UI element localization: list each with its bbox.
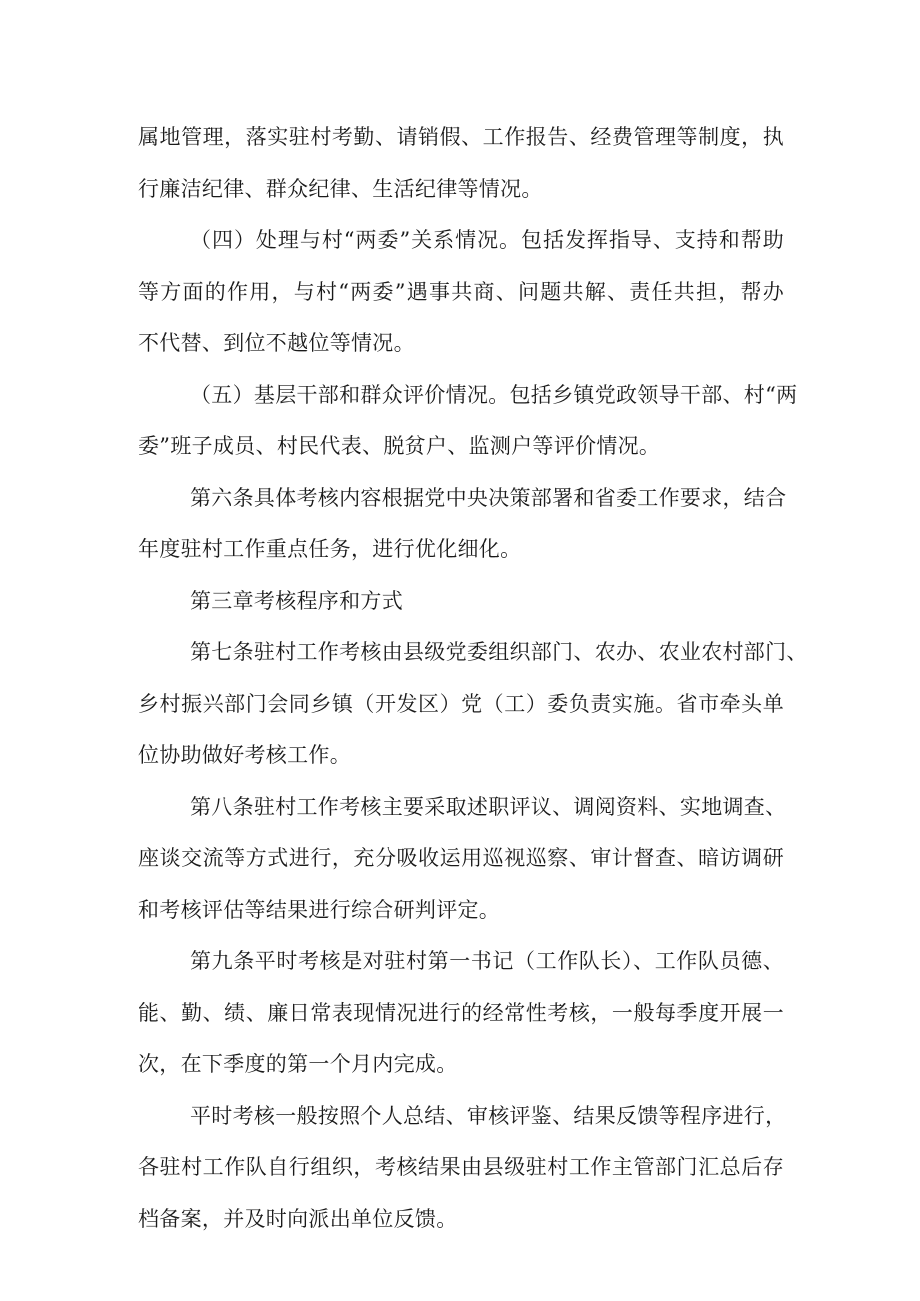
text-line: 乡村振兴部门会同乡镇（开发区）党（工）委负责实施。省市牵头单	[138, 691, 784, 716]
text-line: 年度驻村工作重点任务，进行优化细化。	[138, 537, 522, 561]
paragraph	[138, 112, 784, 215]
text-line: 属地管理，落实驻村考勤、请销假、工作报告、经费管理等制度，执	[138, 125, 784, 149]
text-line: 第三章考核程序和方式	[190, 588, 403, 613]
paragraph	[138, 370, 798, 473]
text-line: 不代替、到位不越位等情况。	[138, 331, 415, 355]
paragraph	[138, 936, 784, 1091]
paragraph	[138, 1091, 787, 1246]
paragraph	[138, 215, 784, 370]
text-line: 各驻村工作队自行组织，考核结果由县级驻村工作主管部门汇总后存	[138, 1155, 784, 1179]
text-line: 座谈交流等方式进行，充分吸收运用巡视巡察、审计督查、暗访调研	[138, 846, 784, 870]
text-line: 平时考核一般按照个人总结、审核评鉴、结果反馈等程序进行，	[190, 1103, 787, 1128]
text-line: 行廉洁纪律、群众纪律、生活纪律等情况。	[138, 176, 543, 201]
text-line: （四）处理与村“两委”关系情况。包括发挥指导、支持和帮助	[190, 228, 784, 252]
paragraph	[138, 576, 784, 628]
text-line: （五）基层干部和群众评价情况。包括乡镇党政领导干部、村“两	[190, 382, 798, 407]
text-line: 次，在下季度的第一个月内完成。	[138, 1052, 458, 1076]
text-line: 第六条具体考核内容根据党中央决策部署和省委工作要求，结合	[190, 485, 787, 510]
paragraph	[138, 473, 787, 576]
text-line: 等方面的作用，与村“两委”遇事共商、问题共解、责任共担，帮办	[138, 279, 784, 304]
paragraph	[138, 627, 808, 782]
text-line: 和考核评估等结果进行综合研判评定。	[138, 897, 501, 922]
paragraph	[138, 782, 787, 937]
document-body	[138, 112, 808, 1245]
text-line: 档备案，并及时向派出单位反馈。	[138, 1206, 458, 1231]
text-line: 第七条驻村工作考核由县级党委组织部门、农办、农业农村部门、	[190, 640, 808, 664]
text-line: 第九条平时考核是对驻村第一书记（工作队长）、工作队员德、	[190, 949, 784, 973]
text-line: 委”班子成员、村民代表、脱贫户、监测户等评价情况。	[138, 434, 661, 458]
text-line: 位协助做好考核工作。	[138, 743, 351, 767]
text-line: 第八条驻村工作考核主要采取述职评议、调阅资料、实地调查、	[190, 794, 787, 819]
text-line: 能、勤、绩、廉日常表现情况进行的经常性考核，一般每季度开展一	[138, 1000, 784, 1025]
